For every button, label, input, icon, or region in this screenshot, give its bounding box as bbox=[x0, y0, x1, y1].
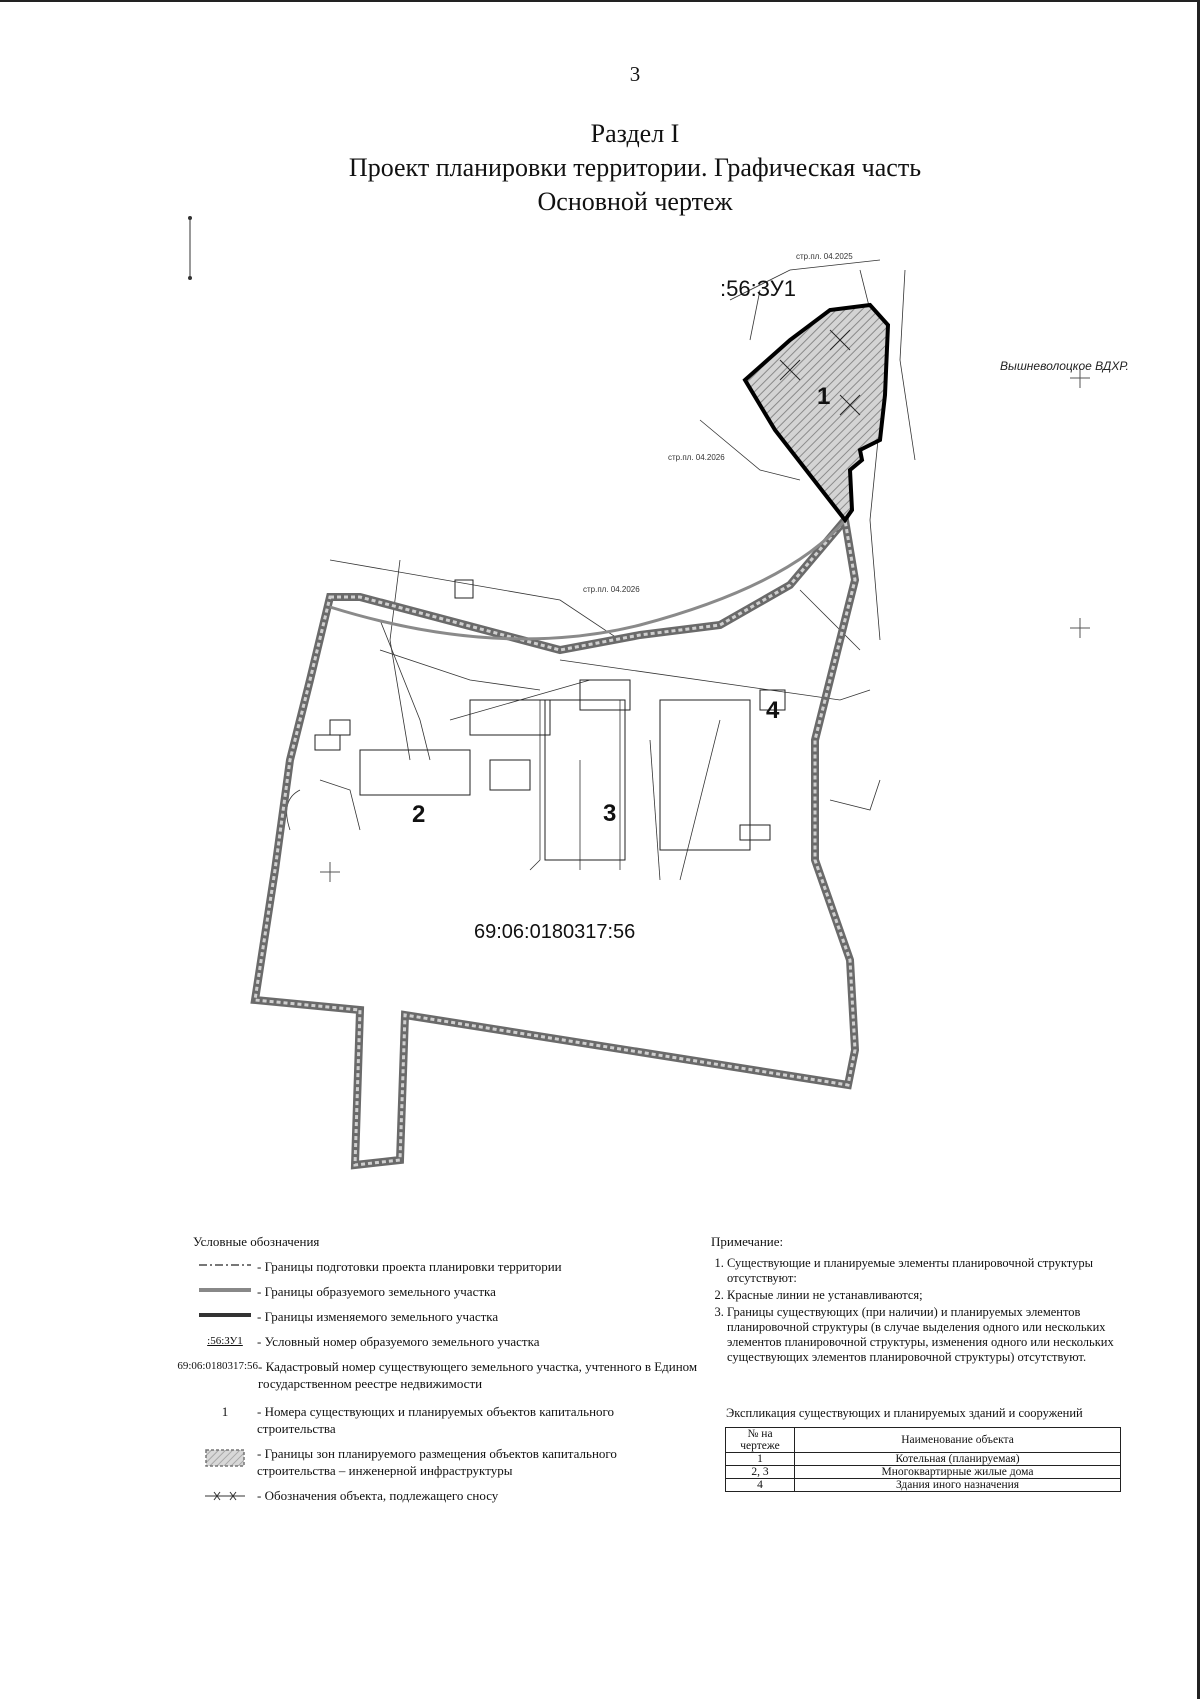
legend-number-symbol: 1 bbox=[221, 1404, 229, 1419]
dark-line-icon bbox=[193, 1308, 257, 1325]
drawing-title: Основной чертеж bbox=[537, 187, 733, 216]
legend-item: - Границы образуемого земельного участка bbox=[193, 1283, 677, 1300]
object-number-2: 2 bbox=[412, 801, 426, 828]
legend-item: - Границы подготовки проекта планировки территории bbox=[193, 1258, 677, 1275]
header-name: Наименование объекта bbox=[795, 1428, 1121, 1453]
notes-list bbox=[711, 1256, 1147, 1367]
header-number: № на чертеже bbox=[726, 1428, 795, 1453]
hatched-line-icon bbox=[193, 1283, 257, 1300]
object-number-1: 1 bbox=[817, 383, 831, 410]
note-item: 3. Границы существующих (при наличии) и планируемых элементов планировочной структуры (в случае выделения одного или нескольких элементов планировочной структуры, изменения одного или нескольких существующих элементов планировочной структуры) отсутствуют. bbox=[727, 1305, 1147, 1365]
object-number-3: 3 bbox=[603, 800, 617, 827]
table-row: 4 Здания иного назначения bbox=[726, 1479, 1121, 1492]
table-row: 1 Котельная (планируемая) bbox=[726, 1453, 1121, 1466]
table-row: 2, 3 Многоквартирные жилые дома bbox=[726, 1466, 1121, 1479]
label-reservoir: Вышневолоцкое ВДХР. bbox=[1000, 359, 1129, 373]
dashed-line-icon bbox=[193, 1258, 257, 1275]
legend-zu-symbol: :56:ЗУ1 bbox=[207, 1335, 243, 1347]
demolition-cross-icon bbox=[193, 1487, 257, 1504]
site-plan-map bbox=[0, 200, 1200, 1200]
legend-item: 1 - Номера существующих и планируемых объектов капитального строительства bbox=[193, 1403, 677, 1437]
legend-cadastral-symbol: 69:06:0180317:56 bbox=[177, 1360, 258, 1372]
object-number-4: 4 bbox=[766, 697, 780, 724]
label-str-1: стр.пл. 04.2025 bbox=[796, 252, 853, 261]
legend-item: - Границы изменяемого земельного участка bbox=[193, 1308, 677, 1325]
note-item: 1. Существующие и планируемые элементы планировочной структуры отсутствуют: bbox=[727, 1256, 1147, 1286]
hatched-zone-icon bbox=[193, 1445, 257, 1479]
legend-item: :56:ЗУ1 - Условный номер образуемого земельного участка bbox=[193, 1333, 677, 1350]
note-item: 2. Красные линии не устанавливаются; bbox=[727, 1288, 1147, 1303]
explication-title: Экспликация существующих и планируемых зданий и сооружений bbox=[726, 1406, 1083, 1420]
legend-item: - Границы зон планируемого размещения объектов капитального строительства – инженерной инфраструктуры bbox=[193, 1445, 677, 1479]
legend-item: - Обозначения объекта, подлежащего сносу bbox=[193, 1487, 677, 1504]
page-number: 3 bbox=[629, 62, 641, 86]
explication-table bbox=[725, 1427, 1121, 1492]
legend-heading: Условные обозначения bbox=[193, 1234, 320, 1249]
label-cadastral: 69:06:0180317:56 bbox=[474, 921, 636, 943]
document-title: Проект планировки территории. Графическая часть bbox=[348, 153, 922, 182]
section-title: Раздел I bbox=[590, 119, 680, 148]
notes-heading: Примечание: bbox=[711, 1234, 784, 1249]
road-corridor bbox=[330, 520, 845, 639]
existing-plot-boundary bbox=[255, 520, 855, 1165]
label-zu1: :56:ЗУ1 bbox=[720, 276, 796, 301]
label-str-3: стр.пл. 04.2026 bbox=[583, 585, 640, 594]
label-str-2: стр.пл. 04.2026 bbox=[668, 453, 725, 462]
legend-item: 69:06:0180317:56 - Кадастровый номер существующего земельного участка, учтенного в Едином государственном реестре недвижимости bbox=[177, 1359, 698, 1391]
north-marker bbox=[188, 216, 192, 280]
new-plot-zu1 bbox=[745, 305, 888, 520]
table-header-row bbox=[726, 1428, 1121, 1453]
